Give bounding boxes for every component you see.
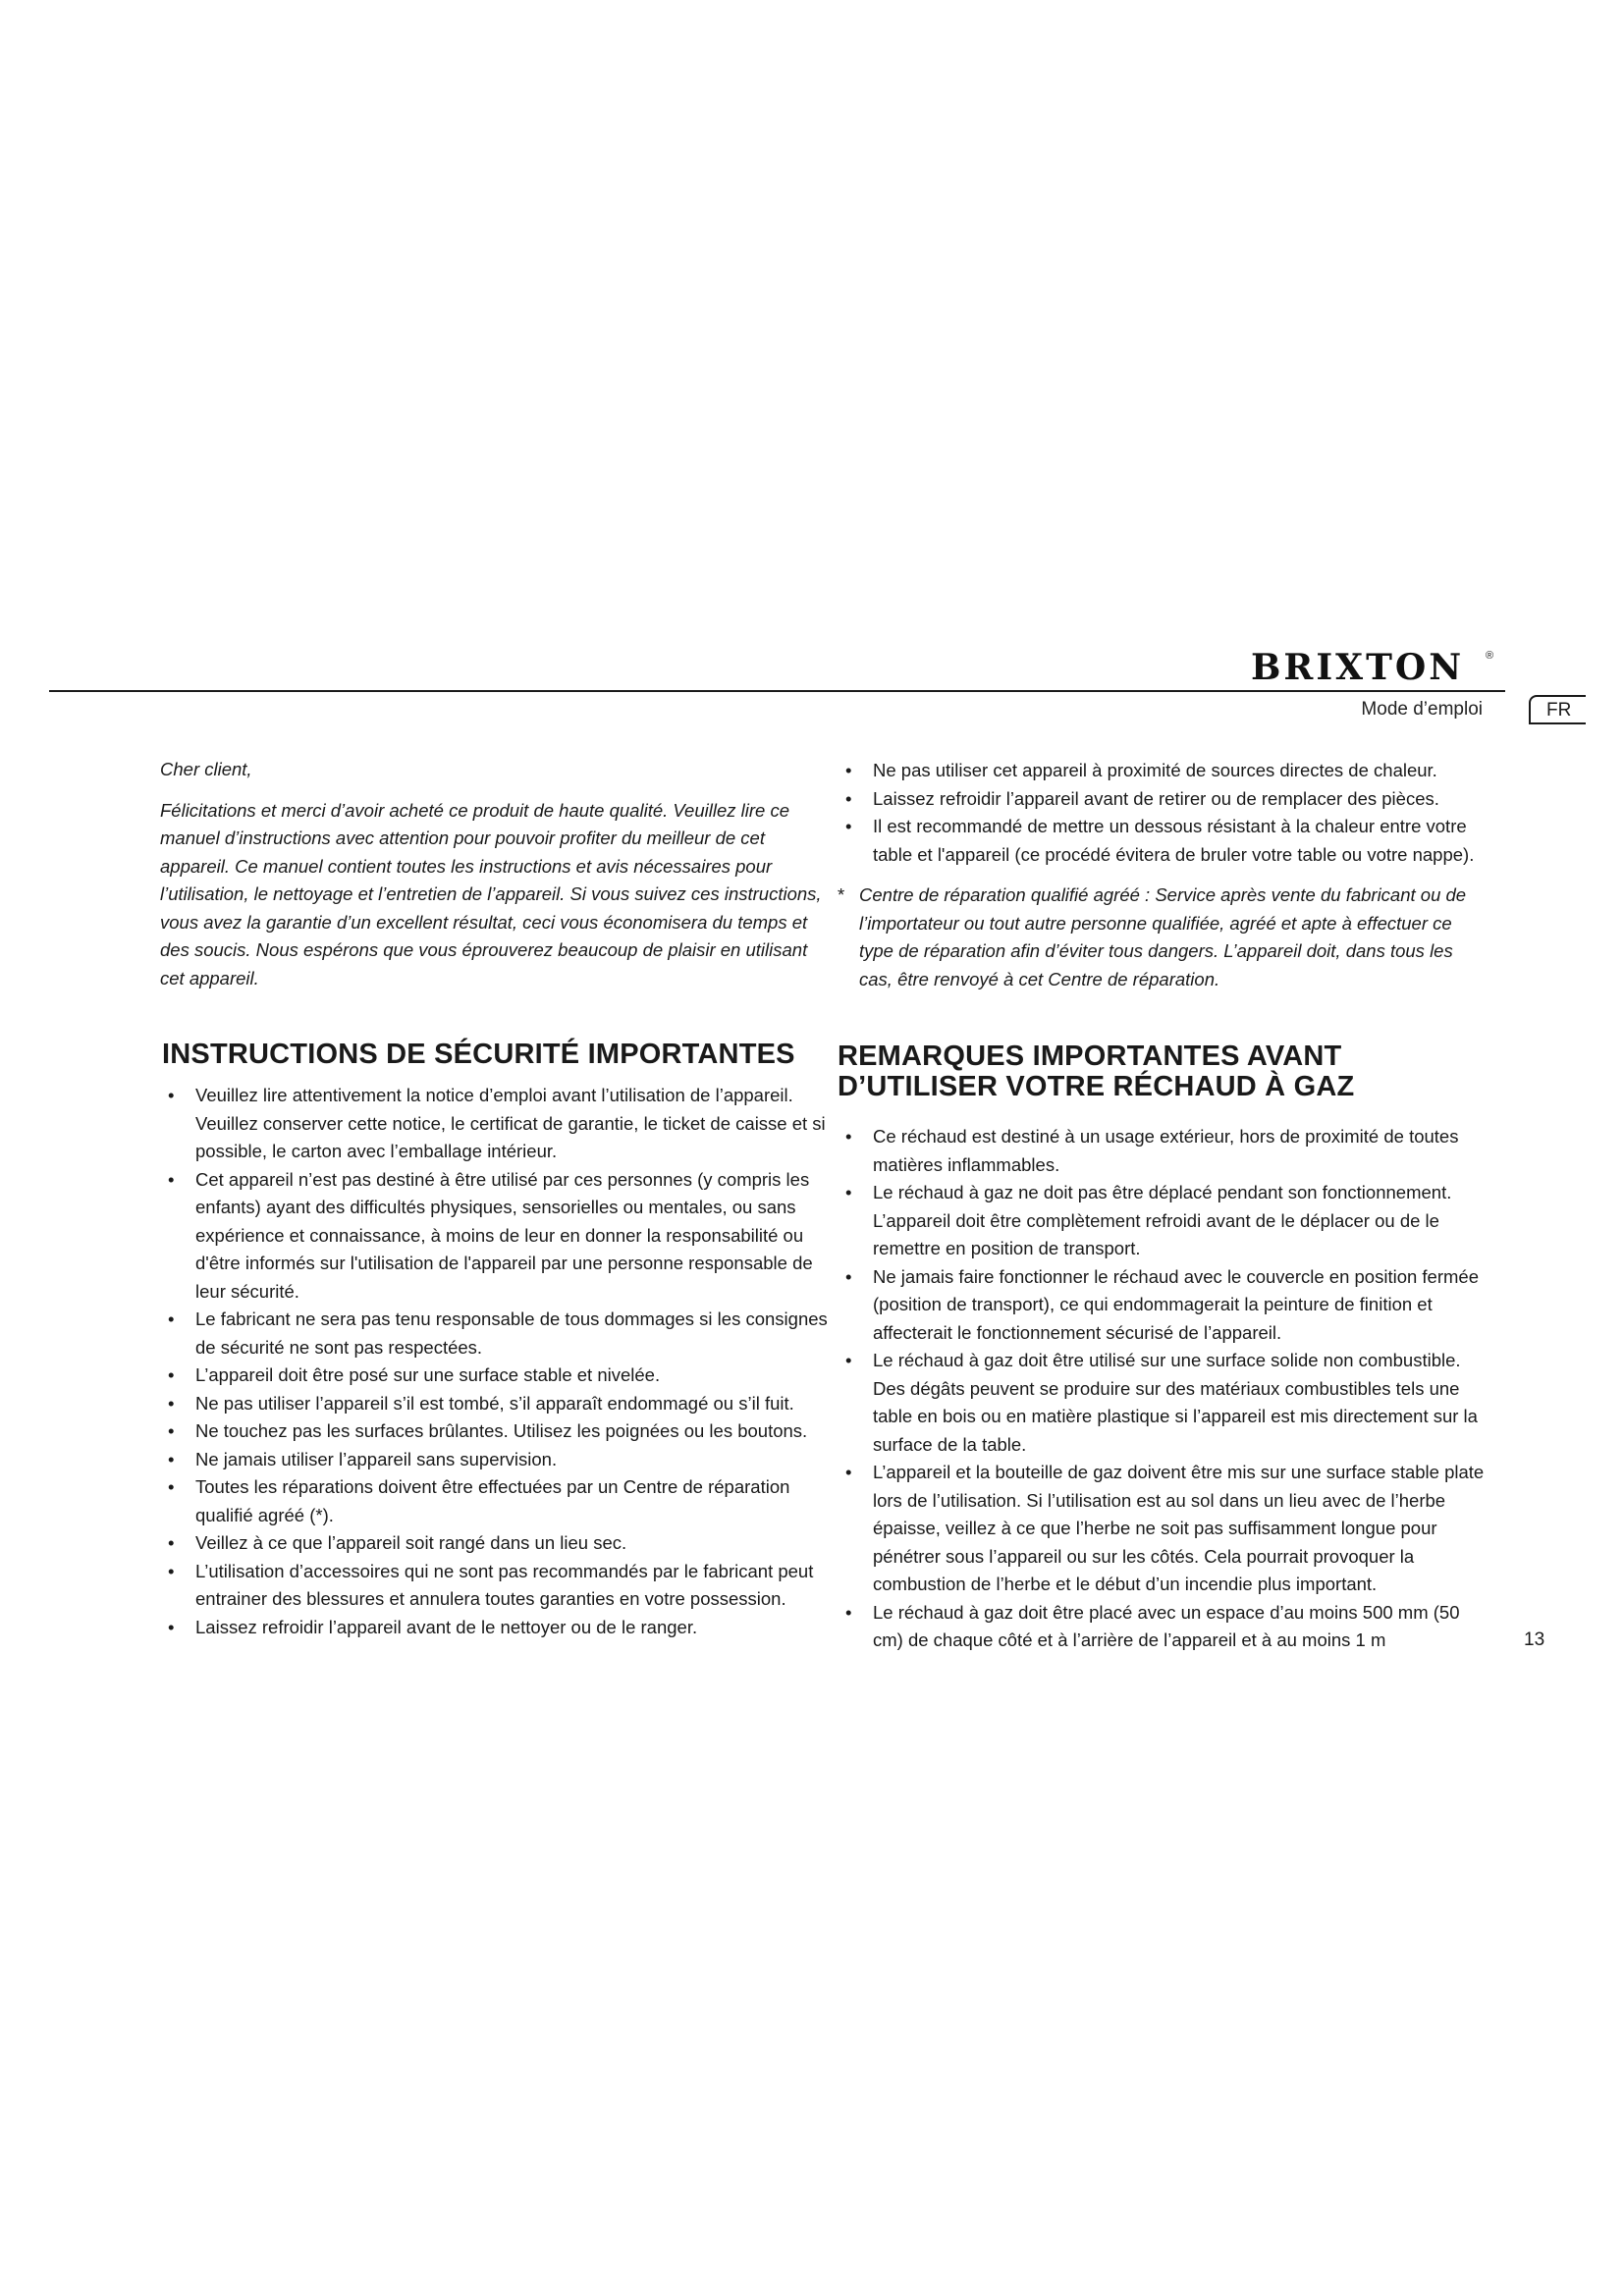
list-item-text: L’appareil doit être posé sur une surface stable et nivelée. bbox=[195, 1364, 661, 1385]
list-item bbox=[838, 1347, 1490, 1459]
gas-stove-heading: REMARQUES IMPORTANTES AVANT D’UTILISER VOTRE RÉCHAUD À GAZ bbox=[838, 1041, 1355, 1102]
right-column bbox=[838, 757, 1490, 1655]
list-item bbox=[838, 1599, 1490, 1655]
bullet: • bbox=[168, 1420, 175, 1441]
list-item bbox=[160, 1473, 828, 1529]
bullet: • bbox=[168, 1476, 175, 1497]
brand-registered-mark: ® bbox=[1486, 650, 1494, 662]
intro-paragraph: Félicitations et merci d’avoir acheté ce produit de haute qualité. Veuillez lire ce manuel d’instructions avec attention pour pouvoir profiter du meilleur de cet appareil. Ce manuel contient toutes les instructions et avis nécessaires pour l’utilisation, le nettoyage et l’entretien de l’appareil. Si vous suivez ces instructions, vous avez la garantie d’un excellent résultat, ceci vous économisera du temps et des soucis. Nous espérons que vous éprouverez beaucoup de plaisir en utilisant cet appareil. bbox=[160, 799, 822, 988]
list-item bbox=[160, 1529, 828, 1558]
repair-center-note bbox=[838, 881, 1490, 993]
list-item bbox=[838, 1123, 1490, 1179]
bullet: • bbox=[845, 760, 852, 780]
list-item-text: Il est recommandé de mettre un dessous résistant à la chaleur entre votre table et l'appareil (ce procédé évitera de bruler votre table ou votre nappe). bbox=[873, 816, 1475, 865]
list-item-text: Ne jamais faire fonctionner le réchaud avec le couvercle en position fermée (position de transport), ce qui endommagerait la peinture de finition et affecterait le fonctionnement sécurisé de l’appareil. bbox=[873, 1265, 1479, 1343]
header-rule bbox=[49, 690, 1505, 692]
brand-logo: BRIXTON bbox=[1251, 647, 1465, 688]
asterisk: * bbox=[838, 884, 845, 905]
list-item bbox=[160, 1614, 828, 1642]
bullet: • bbox=[845, 1462, 852, 1482]
list-item bbox=[838, 757, 1490, 785]
bullet: • bbox=[168, 1308, 175, 1329]
bullet: • bbox=[168, 1616, 175, 1637]
list-item bbox=[838, 1179, 1490, 1263]
bullet: • bbox=[845, 1182, 852, 1202]
language-tab: FR bbox=[1529, 695, 1586, 722]
bullet: • bbox=[845, 1350, 852, 1370]
bullet: • bbox=[845, 787, 852, 809]
bullet: • bbox=[168, 1085, 175, 1105]
list-item bbox=[838, 785, 1490, 814]
list-item-text: Ne pas utiliser l’appareil s’il est tombé, s’il apparaît endommagé ou s’il fuit. bbox=[195, 1392, 794, 1414]
bullet: • bbox=[168, 1364, 175, 1385]
bullet: • bbox=[845, 1126, 852, 1147]
safety-list bbox=[160, 1082, 828, 1641]
list-item-text: Veillez à ce que l’appareil soit rangé dans un lieu sec. bbox=[195, 1532, 627, 1553]
safety-list-continued bbox=[838, 757, 1490, 869]
list-item-text: Le réchaud à gaz doit être placé avec un espace d’au moins 500 mm (50 cm) de chaque côté et à l’arrière de l’appareil et à au moins 1 m bbox=[873, 1601, 1460, 1650]
list-item-text: L’appareil et la bouteille de gaz doivent être mis sur une surface stable plate lors de l’utilisation. Si l’utilisation est au sol dans un lieu avec de l’herbe épaisse, veillez à ce que l’herbe ne soit pas suffisamment longue pour pénétrer sous l’appareil ou sur les côtés. Cela pourrait provoquer la combustion de l’herbe et le début d’un incendie plus important. bbox=[873, 1462, 1485, 1594]
list-item-text: Ce réchaud est destiné à un usage extérieur, hors de proximité de toutes matières inflammables. bbox=[873, 1126, 1459, 1175]
list-item-text: Le réchaud à gaz ne doit pas être déplacé pendant son fonctionnement. L’appareil doit être complètement refroidi avant de le déplacer ou de le remettre en position de transport. bbox=[873, 1182, 1452, 1258]
bullet: • bbox=[845, 816, 852, 836]
page-number: 13 bbox=[1524, 1629, 1545, 1650]
list-item-text: Le réchaud à gaz doit être utilisé sur une surface solide non combustible. Des dégâts peuvent se produire sur des matériaux combustibles tels une table en bois ou en matière plastique si l’appareil est mis directement sur la surface de la table. bbox=[873, 1350, 1478, 1455]
list-item-text: Toutes les réparations doivent être effectuées par un Centre de réparation qualifié agréé (*). bbox=[195, 1476, 790, 1525]
bullet: • bbox=[168, 1560, 175, 1581]
bullet: • bbox=[845, 1265, 852, 1287]
list-item bbox=[838, 1263, 1490, 1348]
bullet: • bbox=[845, 1601, 852, 1623]
list-item-text: Ne touchez pas les surfaces brûlantes. Utilisez les poignées ou les boutons. bbox=[195, 1420, 808, 1441]
bullet: • bbox=[168, 1532, 175, 1553]
greeting: Cher client, bbox=[160, 759, 252, 779]
list-item-text: Le fabricant ne sera pas tenu responsable de tous dommages si les consignes de sécurité ne sont pas respectées. bbox=[195, 1308, 828, 1358]
list-item bbox=[160, 1362, 828, 1390]
list-item-text: Laissez refroidir l’appareil avant de retirer ou de remplacer des pièces. bbox=[873, 787, 1439, 809]
repair-center-note-text: Centre de réparation qualifié agréé : Service après vente du fabricant ou de l’importateur ou tout autre personne qualifiée, agréé et apte à effectuer ce type de réparation afin d’éviter tous dangers. L’appareil doit, dans tous les cas, être renvoyé à cet Centre de réparation. bbox=[859, 884, 1467, 989]
bullet: • bbox=[168, 1392, 175, 1414]
list-item bbox=[160, 1446, 828, 1474]
bullet: • bbox=[168, 1448, 175, 1469]
list-item bbox=[160, 1082, 828, 1166]
list-item bbox=[838, 1459, 1490, 1599]
left-column bbox=[160, 756, 828, 1641]
list-item-text: Ne pas utiliser cet appareil à proximité de sources directes de chaleur. bbox=[873, 760, 1437, 780]
list-item-text: Cet appareil n’est pas destiné à être utilisé par ces personnes (y compris les enfants) ayant des difficultés physiques, sensorielles ou mentales, ou sans expérience et connaissance, à moins de leur en donner la responsabilité ou d'être informés sur l'utilisation de l'appareil par une personne responsable de leur sécurité. bbox=[195, 1168, 813, 1302]
list-item-text: Veuillez lire attentivement la notice d’emploi avant l’utilisation de l’appareil. Veuillez conserver cette notice, le certificat de garantie, le ticket de caisse et si possible, le carton avec l’emballage intérieur. bbox=[195, 1085, 826, 1161]
list-item-text: Ne jamais utiliser l’appareil sans supervision. bbox=[195, 1448, 558, 1469]
list-item-text: Laissez refroidir l’appareil avant de le nettoyer ou de le ranger. bbox=[195, 1616, 698, 1637]
list-item bbox=[160, 1558, 828, 1614]
gas-stove-list bbox=[838, 1123, 1490, 1655]
list-item bbox=[160, 1306, 828, 1362]
manual-subtitle: Mode d’emploi bbox=[1361, 699, 1483, 720]
list-item bbox=[160, 1390, 828, 1418]
list-item bbox=[160, 1166, 828, 1307]
list-item bbox=[160, 1417, 828, 1446]
list-item bbox=[838, 813, 1490, 869]
list-item-text: L’utilisation d’accessoires qui ne sont pas recommandés par le fabricant peut entrainer des blessures et annulera toutes garanties en votre possession. bbox=[195, 1560, 814, 1609]
safety-heading: INSTRUCTIONS DE SÉCURITÉ IMPORTANTES bbox=[162, 1039, 795, 1070]
language-tab-underline bbox=[1529, 722, 1586, 724]
bullet: • bbox=[168, 1168, 175, 1190]
